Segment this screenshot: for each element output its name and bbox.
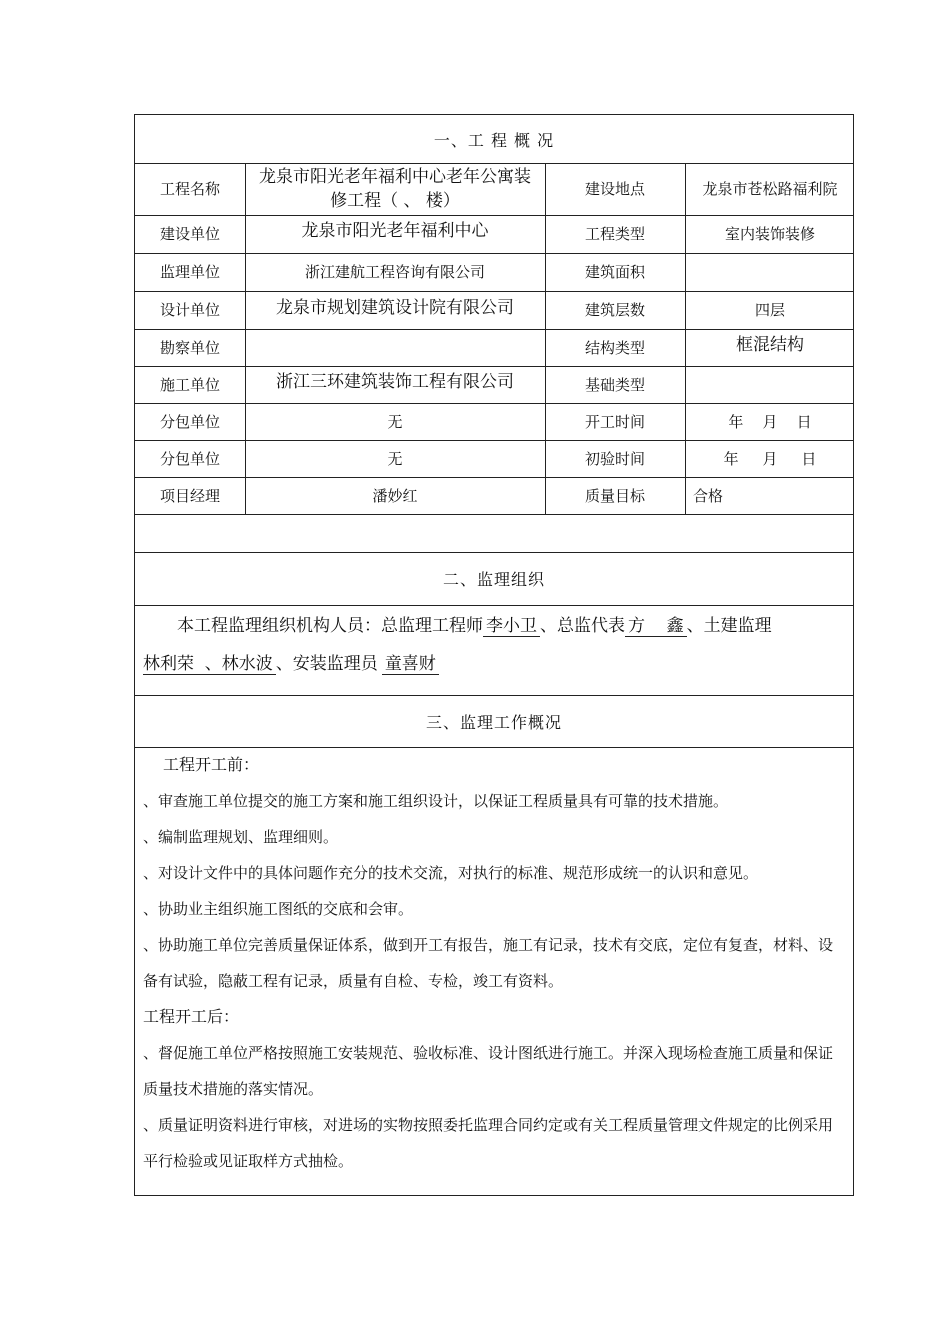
organization-paragraph [143,607,847,683]
org-text-b: 、总监代表 [540,616,625,636]
before-item: 、协助业主组织施工图纸的交底和会审。 [143,900,414,918]
label-site: 建设地点 [584,180,645,198]
label-initial-inspection: 初验时间 [584,449,645,468]
label-project-type: 工程类型 [584,225,645,243]
value-quality-target: 合格 [693,486,724,505]
section-title-overview: 一、工 程 概 况 [433,130,555,150]
label-foundation: 基础类型 [584,375,645,394]
label-quality-target: 质量目标 [584,486,645,505]
label-project-name: 工程名称 [159,180,220,198]
label-surveyor: 勘察单位 [159,338,220,357]
org-text-c: 、土建监理 [686,616,772,636]
chief-engineer-name: 李小卫 [483,616,540,637]
org-text-a: 本工程监理组织机构人员：总监理工程师 [177,616,483,636]
section-title-organization: 二、监理组织 [442,570,545,589]
org-text-d: 、安装监理员 [275,654,378,674]
value-structure: 框混结构 [736,335,804,355]
civil-supervisors-names: 林利荣 、林水波 [143,654,276,675]
before-item: 、对设计文件中的具体问题作充分的技术交流，对执行的标准、规范形成统一的认识和意见。 [143,864,759,882]
value-project-name: 龙泉市阳光老年福利中心老年公寓装修工程（ 、 楼） [259,167,531,211]
value-contractor: 浙江三环建筑装饰工程有限公司 [276,372,514,392]
deputy-name: 方 鑫 [625,616,687,637]
after-start-heading: 工程开工后： [143,1007,240,1026]
value-project-manager: 潘妙红 [372,486,418,505]
label-subcontractor-2: 分包单位 [159,449,220,468]
installer-name: 童喜财 [382,654,439,675]
label-floor-area: 建筑面积 [584,263,645,281]
value-project-type: 室内装饰装修 [724,225,815,243]
value-initial-inspection: 年 月 日 [723,449,817,468]
value-subcontractor-2: 无 [387,449,403,468]
label-subcontractor: 分包单位 [159,412,220,431]
rule [135,514,853,515]
value-foundation [685,366,855,403]
label-start-date: 开工时间 [584,412,645,431]
value-supervisor: 浙江建航工程咨询有限公司 [304,263,485,281]
before-item: 、编制监理规划、监理细则。 [143,828,339,846]
value-owner: 龙泉市阳光老年福利中心 [301,221,489,241]
value-surveyor [245,329,545,366]
before-start-heading: 工程开工前： [163,755,260,774]
label-supervisor: 监理单位 [159,263,220,281]
after-item: 、督促施工单位严格按照施工安装规范、验收标准、设计图纸进行施工。并深入现场检查施工质量和保证质量技术措施的落实情况。 [143,1044,834,1098]
before-item: 、审查施工单位提交的施工方案和施工组织设计，以保证工程质量具有可靠的技术措施。 [143,792,729,810]
value-designer: 龙泉市规划建筑设计院有限公司 [276,298,514,318]
label-owner: 建设单位 [159,225,220,243]
before-item: 、协助施工单位完善质量保证体系，做到开工有报告，施工有记录，技术有交底，定位有复查，材料、设备有试验，隐蔽工程有记录，质量有自检、专检，竣工有资料。 [143,936,834,990]
value-subcontractor: 无 [387,412,403,431]
label-floors: 建筑层数 [584,301,645,319]
label-structure: 结构类型 [584,338,645,357]
after-item: 、质量证明资料进行审核，对进场的实物按照委托监理合同约定或有关工程质量管理文件规定的比例采用平行检验或见证取样方式抽检。 [143,1116,834,1170]
rule [135,605,853,606]
value-site: 龙泉市苍松路福利院 [702,180,838,198]
value-floors: 四层 [754,301,785,319]
label-contractor: 施工单位 [159,375,220,394]
section-title-work-overview: 三、监理工作概况 [425,712,562,732]
report-form [134,114,854,1196]
label-project-manager: 项目经理 [159,486,220,505]
label-designer: 设计单位 [159,301,220,319]
value-floor-area [685,253,855,291]
value-start-date: 年 月 日 [728,412,812,431]
work-overview-body [143,747,845,1179]
